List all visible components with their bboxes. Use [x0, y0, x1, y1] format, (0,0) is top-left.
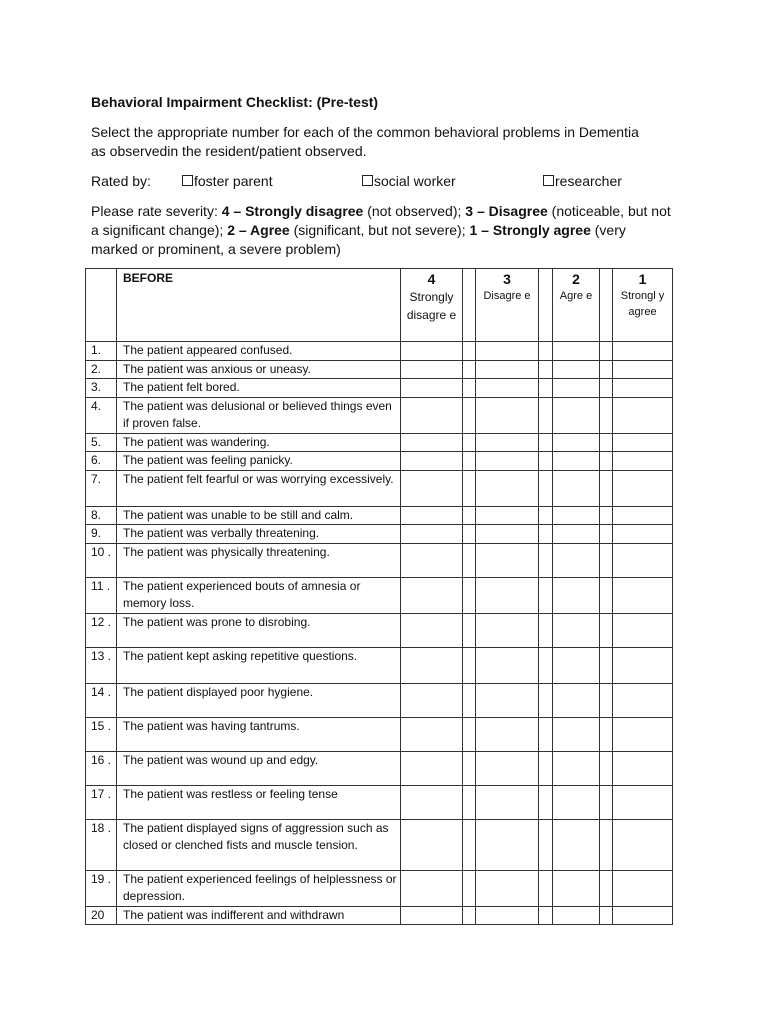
rating-cell-1[interactable] [613, 785, 673, 819]
spacer-cell [539, 543, 553, 577]
rating-cell-2[interactable] [553, 506, 600, 525]
spacer-cell [539, 577, 553, 613]
rating-cell-2[interactable] [553, 751, 600, 785]
table-row [86, 342, 673, 361]
spacer-cell [463, 506, 476, 525]
rating-cell-3[interactable] [476, 397, 539, 433]
row-number: 7. [86, 470, 117, 506]
spacer-cell [539, 342, 553, 361]
document-title: Behavioral Impairment Checklist: (Pre-test) [91, 94, 379, 110]
spacer-cell [539, 452, 553, 471]
row-number: 6. [86, 452, 117, 471]
row-number: 20 [86, 906, 117, 925]
severity-1-key: 1 – Strongly agree [469, 222, 591, 238]
row-number: 14 . [86, 683, 117, 717]
spacer-cell [463, 870, 476, 906]
row-number: 13 . [86, 647, 117, 683]
spacer-cell [600, 452, 613, 471]
rating-cell-4[interactable] [401, 819, 463, 870]
spacer-cell [600, 717, 613, 751]
rating-cell-1[interactable] [613, 647, 673, 683]
checkbox-icon[interactable] [182, 175, 193, 186]
severity-3-key: 3 – Disagree [465, 203, 548, 219]
spacer-cell [600, 577, 613, 613]
spacer-cell [463, 525, 476, 544]
rating-cell-1[interactable] [613, 613, 673, 647]
row-statement: The patient was prone to disrobing. [117, 613, 401, 647]
rating-cell-2[interactable] [553, 525, 600, 544]
rating-cell-1[interactable] [613, 819, 673, 870]
spacer-cell [539, 870, 553, 906]
row-statement: The patient displayed poor hygiene. [117, 683, 401, 717]
scale-1-header: 1 Strongl y agree [613, 269, 673, 342]
spacer-cell [539, 683, 553, 717]
row-statement: The patient was restless or feeling tense [117, 785, 401, 819]
row-number: 5. [86, 433, 117, 452]
spacer-cell [463, 647, 476, 683]
row-number: 15 . [86, 717, 117, 751]
rating-cell-4[interactable] [401, 751, 463, 785]
table-row [86, 452, 673, 471]
rating-cell-4[interactable] [401, 906, 463, 925]
table-row [86, 525, 673, 544]
spacer-cell [463, 342, 476, 361]
rating-cell-3[interactable] [476, 342, 539, 361]
rating-cell-2[interactable] [553, 613, 600, 647]
row-statement: The patient felt fearful or was worrying excessively. [117, 470, 401, 506]
spacer-cell [463, 906, 476, 925]
table-row [86, 751, 673, 785]
spacer-cell [539, 397, 553, 433]
row-statement: The patient kept asking repetitive questions. [117, 647, 401, 683]
spacer-cell [463, 717, 476, 751]
row-number: 10 . [86, 543, 117, 577]
row-number: 11 . [86, 577, 117, 613]
rating-cell-4[interactable] [401, 785, 463, 819]
rating-cell-1[interactable] [613, 577, 673, 613]
spacer-cell [539, 433, 553, 452]
rating-cell-3[interactable] [476, 470, 539, 506]
table-row [86, 397, 673, 433]
rating-cell-4[interactable] [401, 506, 463, 525]
spacer-cell [463, 819, 476, 870]
rating-cell-4[interactable] [401, 379, 463, 398]
table-row [86, 870, 673, 906]
rating-cell-2[interactable] [553, 342, 600, 361]
row-statement: The patient experienced feelings of helplessness or depression. [117, 870, 401, 906]
row-statement: The patient was delusional or believed things even if proven false. [117, 397, 401, 433]
rating-cell-4[interactable] [401, 397, 463, 433]
rating-cell-1[interactable] [613, 717, 673, 751]
scale-2-header: 2 Agre e [553, 269, 600, 342]
rating-cell-2[interactable] [553, 647, 600, 683]
table-row [86, 543, 673, 577]
rating-cell-2[interactable] [553, 717, 600, 751]
spacer-cell [539, 785, 553, 819]
severity-instructions: Please rate severity: 4 – Strongly disagree (not observed); 3 – Disagree (noticeable, but not a significant change); 2 – Agree (significant, but not severe); 1 – Strongly agree (very marked or prominent, a severe problem) [91, 203, 671, 257]
rating-cell-2[interactable] [553, 819, 600, 870]
rating-cell-1[interactable] [613, 683, 673, 717]
rating-cell-1[interactable] [613, 543, 673, 577]
rating-cell-3[interactable] [476, 647, 539, 683]
rating-cell-3[interactable] [476, 577, 539, 613]
spacer-cell [463, 613, 476, 647]
spacer-cell [463, 360, 476, 379]
row-number: 2. [86, 360, 117, 379]
spacer-cell [600, 379, 613, 398]
row-number: 17 . [86, 785, 117, 819]
spacer-cell [600, 397, 613, 433]
header-number-cell [86, 269, 117, 342]
rating-cell-4[interactable] [401, 433, 463, 452]
table-row [86, 819, 673, 870]
spacer-cell [539, 360, 553, 379]
rated-by-option-social-worker[interactable]: social worker [362, 173, 456, 189]
row-statement: The patient was feeling panicky. [117, 452, 401, 471]
row-statement: The patient was physically threatening. [117, 543, 401, 577]
table-row [86, 785, 673, 819]
rating-cell-1[interactable] [613, 433, 673, 452]
spacer-cell [539, 506, 553, 525]
rating-cell-4[interactable] [401, 452, 463, 471]
rating-cell-3[interactable] [476, 906, 539, 925]
rating-cell-2[interactable] [553, 785, 600, 819]
spacer-cell [600, 785, 613, 819]
spacer-cell [539, 613, 553, 647]
table-row [86, 433, 673, 452]
rating-cell-4[interactable] [401, 342, 463, 361]
scale-4-header: 4 Strongly disagre e [401, 269, 463, 342]
rating-cell-3[interactable] [476, 379, 539, 398]
rating-cell-3[interactable] [476, 433, 539, 452]
rating-cell-4[interactable] [401, 470, 463, 506]
spacer-cell [600, 683, 613, 717]
checkbox-icon[interactable] [362, 175, 373, 186]
rating-cell-1[interactable] [613, 870, 673, 906]
table-row [86, 683, 673, 717]
rating-cell-2[interactable] [553, 543, 600, 577]
checklist-table [85, 268, 673, 925]
rating-cell-3[interactable] [476, 785, 539, 819]
row-number: 9. [86, 525, 117, 544]
spacer-cell [463, 379, 476, 398]
scale-3-header: 3 Disagre e [476, 269, 539, 342]
spacer-cell [600, 470, 613, 506]
rating-cell-4[interactable] [401, 543, 463, 577]
rating-cell-3[interactable] [476, 452, 539, 471]
table-row [86, 379, 673, 398]
rating-cell-2[interactable] [553, 906, 600, 925]
table-row [86, 717, 673, 751]
rating-cell-3[interactable] [476, 819, 539, 870]
spacer-cell [600, 433, 613, 452]
spacer-cell [600, 525, 613, 544]
row-statement: The patient experienced bouts of amnesia or memory loss. [117, 577, 401, 613]
spacer-cell [463, 433, 476, 452]
rating-cell-4[interactable] [401, 360, 463, 379]
rating-cell-4[interactable] [401, 717, 463, 751]
rating-cell-2[interactable] [553, 870, 600, 906]
rating-cell-1[interactable] [613, 506, 673, 525]
rating-cell-1[interactable] [613, 470, 673, 506]
spacer-cell [600, 342, 613, 361]
rating-cell-1[interactable] [613, 906, 673, 925]
spacer-cell [463, 543, 476, 577]
rating-cell-4[interactable] [401, 613, 463, 647]
spacer-cell [600, 613, 613, 647]
rating-cell-2[interactable] [553, 379, 600, 398]
rating-cell-1[interactable] [613, 397, 673, 433]
rating-cell-2[interactable] [553, 433, 600, 452]
spacer-cell [463, 397, 476, 433]
spacer-cell [539, 906, 553, 925]
rating-cell-4[interactable] [401, 683, 463, 717]
spacer-cell [600, 751, 613, 785]
rating-cell-1[interactable] [613, 751, 673, 785]
row-number: 8. [86, 506, 117, 525]
rating-cell-2[interactable] [553, 683, 600, 717]
spacer-cell [463, 470, 476, 506]
rating-cell-3[interactable] [476, 543, 539, 577]
spacer-cell [463, 751, 476, 785]
rating-cell-3[interactable] [476, 751, 539, 785]
spacer-cell [600, 870, 613, 906]
rating-cell-3[interactable] [476, 613, 539, 647]
rated-by-option-foster-parent[interactable]: foster parent [182, 173, 273, 189]
spacer-cell [463, 577, 476, 613]
row-statement: The patient displayed signs of aggression such as closed or clenched fists and muscle tension. [117, 819, 401, 870]
rating-cell-1[interactable] [613, 452, 673, 471]
row-number: 12 . [86, 613, 117, 647]
spacer-cell [463, 785, 476, 819]
rating-cell-2[interactable] [553, 360, 600, 379]
row-statement: The patient was having tantrums. [117, 717, 401, 751]
table-row [86, 470, 673, 506]
table-row [86, 613, 673, 647]
spacer-cell [539, 647, 553, 683]
rating-cell-1[interactable] [613, 360, 673, 379]
rating-cell-1[interactable] [613, 379, 673, 398]
rating-cell-4[interactable] [401, 870, 463, 906]
checkbox-icon[interactable] [543, 175, 554, 186]
spacer-cell [539, 819, 553, 870]
spacer-cell [539, 470, 553, 506]
table-row [86, 577, 673, 613]
row-number: 1. [86, 342, 117, 361]
spacer-cell [600, 819, 613, 870]
row-number: 19 . [86, 870, 117, 906]
row-number: 4. [86, 397, 117, 433]
rating-cell-2[interactable] [553, 397, 600, 433]
table-header-row [86, 269, 673, 342]
rating-cell-4[interactable] [401, 647, 463, 683]
row-number: 3. [86, 379, 117, 398]
table-row [86, 906, 673, 925]
rating-cell-2[interactable] [553, 577, 600, 613]
spacer-cell [600, 543, 613, 577]
row-statement: The patient was wound up and edgy. [117, 751, 401, 785]
rating-cell-3[interactable] [476, 683, 539, 717]
row-statement: The patient felt bored. [117, 379, 401, 398]
rating-cell-3[interactable] [476, 870, 539, 906]
table-row [86, 360, 673, 379]
rated-by-option-researcher[interactable]: researcher [543, 173, 622, 189]
rating-cell-3[interactable] [476, 717, 539, 751]
instructions-text: Select the appropriate number for each of the common behavioral problems in Dementia as observedin the resident/patient observed. [91, 124, 639, 159]
spacer-cell [600, 360, 613, 379]
row-statement: The patient appeared confused. [117, 342, 401, 361]
spacer-cell [600, 647, 613, 683]
row-number: 16 . [86, 751, 117, 785]
spacer-cell [539, 717, 553, 751]
severity-2-key: 2 – Agree [227, 222, 290, 238]
row-statement: The patient was indifferent and withdrawn [117, 906, 401, 925]
row-statement: The patient was anxious or uneasy. [117, 360, 401, 379]
rating-cell-2[interactable] [553, 470, 600, 506]
rating-cell-3[interactable] [476, 360, 539, 379]
rating-cell-1[interactable] [613, 342, 673, 361]
row-statement: The patient was wandering. [117, 433, 401, 452]
table-row [86, 506, 673, 525]
spacer-cell [463, 452, 476, 471]
spacer-cell [600, 906, 613, 925]
row-statement: The patient was unable to be still and calm. [117, 506, 401, 525]
rating-cell-1[interactable] [613, 525, 673, 544]
rating-cell-3[interactable] [476, 525, 539, 544]
spacer-cell [600, 506, 613, 525]
table-row [86, 647, 673, 683]
rating-cell-4[interactable] [401, 577, 463, 613]
before-header: BEFORE [117, 269, 401, 342]
rating-cell-4[interactable] [401, 525, 463, 544]
spacer-cell [539, 379, 553, 398]
rating-cell-2[interactable] [553, 452, 600, 471]
rating-cell-3[interactable] [476, 506, 539, 525]
row-number: 18 . [86, 819, 117, 870]
spacer-cell [539, 525, 553, 544]
severity-4-key: 4 – Strongly disagree [221, 203, 364, 219]
spacer-cell [463, 683, 476, 717]
rated-by-label: Rated by: [91, 173, 151, 189]
spacer-cell [539, 751, 553, 785]
row-statement: The patient was verbally threatening. [117, 525, 401, 544]
